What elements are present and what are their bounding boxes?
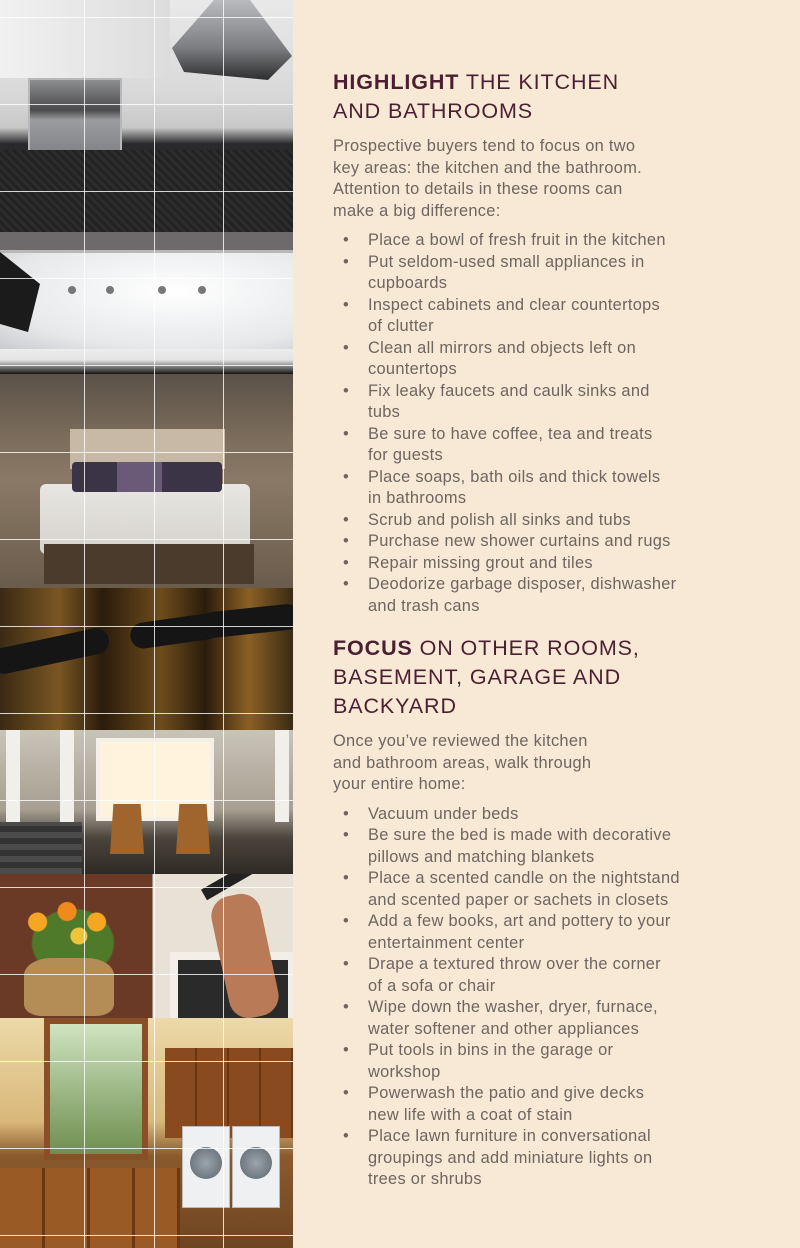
text-line: trees or shrubs (368, 1170, 482, 1188)
wine-bottles-photo (0, 588, 293, 730)
text-line: water softener and other appliances (368, 1019, 640, 1038)
text-line: new life with a coat of stain (368, 1105, 573, 1124)
list-item (333, 424, 773, 467)
text-line: Once you’ve reviewed the kitchen (333, 732, 588, 750)
text-line: • Purchase new shower curtains and rugs (368, 532, 671, 550)
list-item (333, 997, 773, 1040)
list-item (333, 510, 773, 532)
text-line: • Place soaps, bath oils and thick towels (368, 467, 661, 486)
heading-text: BASEMENT, GARAGE AND (333, 665, 622, 689)
text-line: • Add a few books, art and pottery to your (368, 912, 671, 930)
text-line: pillows and matching blankets (368, 847, 595, 866)
text-line: • Powerwash the patio and give decks (368, 1084, 645, 1102)
text-line: • Inspect cabinets and clear countertops (368, 295, 661, 314)
section-kitchen-bathrooms (333, 68, 773, 617)
list-item (333, 295, 773, 338)
section-heading (333, 68, 773, 126)
list-item (333, 553, 773, 575)
list-item (333, 911, 773, 954)
text-line: key areas: the kitchen and the bathroom. (333, 158, 643, 177)
text-line: workshop (368, 1062, 441, 1081)
text-line: your entire home: (333, 775, 466, 793)
text-line: groupings and add miniature lights on (368, 1148, 653, 1167)
bedroom-photo (0, 374, 293, 588)
list-item (333, 252, 773, 295)
text-line: in bathrooms (368, 489, 467, 507)
text-line: • Wipe down the washer, dryer, furnace, (368, 998, 658, 1016)
text-line: • Fix leaky faucets and caulk sinks and (368, 381, 650, 400)
kitchen-photo (0, 0, 293, 232)
content-column (333, 68, 773, 1191)
text-line: • Put seldom-used small appliances in (368, 252, 645, 271)
list-item (333, 954, 773, 997)
text-line: • Place a scented candle on the nightstand (368, 869, 680, 887)
text-line: • Deodorize garbage disposer, dishwasher (368, 575, 677, 593)
text-line: • Put tools in bins in the garage or (368, 1041, 614, 1059)
text-line: and bathroom areas, walk through (333, 753, 592, 772)
heading-bold-word: HIGHLIGHT (333, 70, 460, 94)
text-line: • Clean all mirrors and objects left on (368, 338, 637, 357)
text-line: Prospective buyers tend to focus on two (333, 137, 636, 155)
photo-collage (0, 0, 293, 1248)
text-line: and trash cans (368, 596, 480, 615)
list-item (333, 1126, 773, 1191)
text-line: • Place lawn furniture in conversational (368, 1127, 651, 1145)
list-item (333, 467, 773, 510)
text-line: of clutter (368, 317, 434, 335)
intro-paragraph (333, 136, 773, 222)
flowers-and-painting-photo (0, 874, 293, 1018)
text-line: Attention to details in these rooms can (333, 180, 623, 198)
text-line: countertops (368, 360, 457, 378)
list-item (333, 1040, 773, 1083)
section-heading (333, 634, 773, 721)
text-line: cupboards (368, 274, 448, 292)
list-item (333, 804, 773, 826)
heading-bold-word: FOCUS (333, 636, 413, 660)
checklist (333, 804, 773, 1191)
list-item (333, 574, 773, 617)
porch-photo (0, 730, 293, 874)
laundry-room-photo (0, 1018, 293, 1248)
list-item (333, 825, 773, 868)
text-line: for guests (368, 446, 443, 464)
text-line: • Be sure to have coffee, tea and treats (368, 424, 653, 443)
text-line: • Vacuum under beds (368, 804, 519, 823)
list-item (333, 230, 773, 252)
bathtub-photo (0, 232, 293, 374)
text-line: • Drape a textured throw over the corner (368, 955, 661, 973)
list-item (333, 338, 773, 381)
list-item (333, 531, 773, 553)
list-item (333, 868, 773, 911)
list-item (333, 381, 773, 424)
text-line: • Be sure the bed is made with decorative (368, 826, 672, 844)
heading-text: THE KITCHEN (459, 70, 620, 94)
text-line: and scented paper or sachets in closets (368, 890, 669, 909)
intro-paragraph (333, 731, 773, 796)
checklist (333, 230, 773, 617)
text-line: make a big difference: (333, 201, 501, 220)
list-item (333, 1083, 773, 1126)
text-line: entertainment center (368, 933, 525, 952)
heading-text: AND BATHROOMS (333, 99, 534, 123)
text-line: • Place a bowl of fresh fruit in the kitchen (368, 231, 666, 249)
text-line: • Scrub and polish all sinks and tubs (368, 510, 631, 529)
text-line: of a sofa or chair (368, 976, 496, 995)
text-line: tubs (368, 403, 401, 421)
heading-text: ON OTHER ROOMS, (412, 636, 640, 660)
section-other-rooms (333, 634, 773, 1191)
heading-text: BACKYARD (333, 694, 457, 718)
text-line: • Repair missing grout and tiles (368, 553, 593, 572)
